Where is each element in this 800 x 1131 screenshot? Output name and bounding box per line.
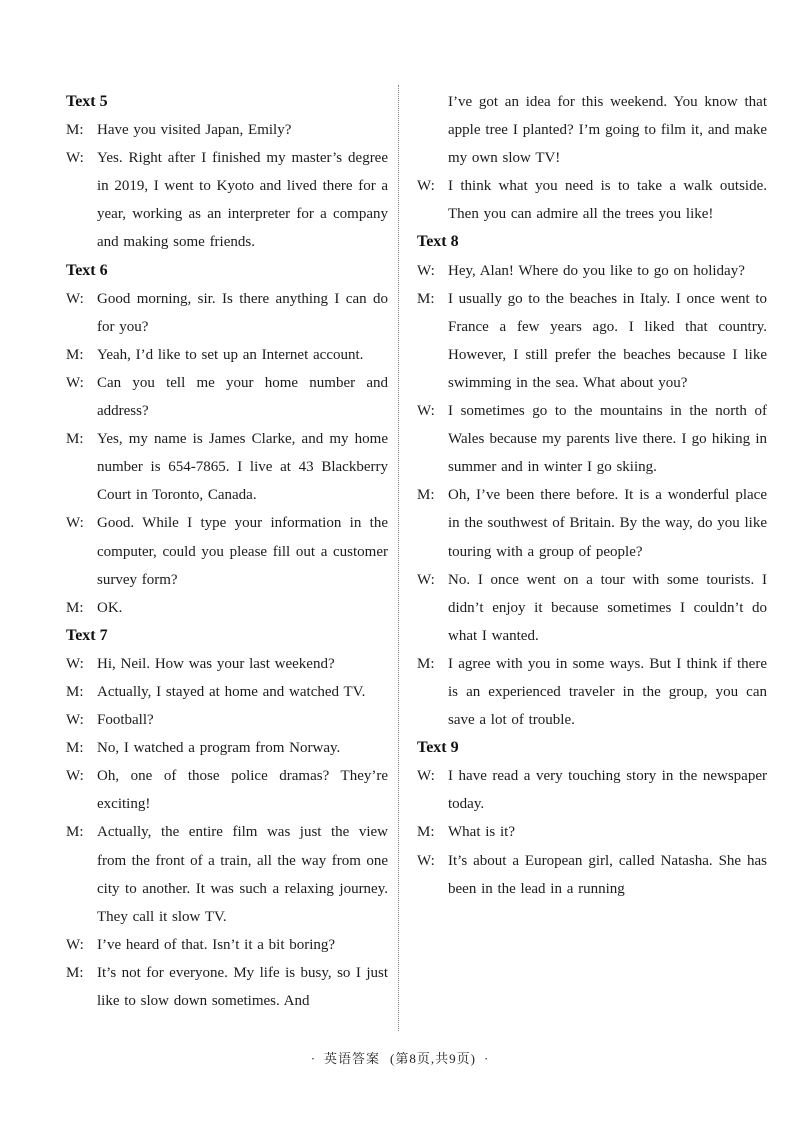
dialogue-paragraph	[417, 566, 767, 650]
footer-dot-right: ·	[483, 1051, 490, 1066]
dialogue-text: OK.	[97, 599, 123, 616]
dialogue-text: No. I once went on a tour with some tourists. I didn’t enjoy it because sometimes I couldn’t do what I wanted.	[448, 571, 767, 644]
section-heading: Text 5	[66, 93, 108, 110]
dialogue-paragraph	[417, 172, 767, 228]
dialogue-text: It’s not for everyone. My life is busy, so I just like to slow down sometimes. And	[97, 964, 388, 1009]
section-heading: Text 9	[417, 739, 459, 757]
speaker-label: M:	[417, 487, 435, 504]
dialogue-paragraph	[66, 678, 388, 706]
speaker-label: M:	[66, 599, 84, 616]
dialogue-paragraph	[417, 762, 767, 818]
dialogue-text: No, I watched a program from Norway.	[97, 740, 341, 757]
dialogue-text: Good. While I type your information in the computer, could you please fill out a customer survey form?	[97, 515, 388, 588]
dialogue-text: Actually, I stayed at home and watched TV.	[97, 683, 366, 700]
speaker-label: M:	[66, 122, 84, 139]
speaker-label: W:	[417, 262, 435, 279]
footer-page-info: (第8页,共9页)	[390, 1051, 476, 1066]
right-column	[417, 88, 767, 903]
dialogue-text: It’s about a European girl, called Natasha. She has been in the lead in a running	[448, 852, 767, 897]
dialogue-text: Oh, I’ve been there before. It is a wonderful place in the southwest of Britain. By the way, do you like touring with a group of people?	[448, 487, 767, 560]
dialogue-text: Oh, one of those police dramas? They’re exciting!	[97, 768, 388, 813]
speaker-label: M:	[66, 346, 84, 363]
page-footer	[0, 1048, 800, 1067]
column-divider	[398, 85, 399, 1031]
speaker-label: W:	[66, 712, 84, 729]
dialogue-paragraph	[66, 116, 388, 144]
speaker-label: W:	[66, 936, 84, 953]
dialogue-text: Yes, my name is James Clarke, and my home number is 654-7865. I live at 43 Blackberry Court in Toronto, Canada.	[97, 431, 388, 504]
dialogue-text: Good morning, sir. Is there anything I can do for you?	[97, 290, 388, 335]
speaker-label: W:	[417, 768, 435, 785]
dialogue-paragraph	[66, 144, 388, 256]
dialogue-paragraph	[66, 734, 388, 762]
dialogue-text: Football?	[97, 712, 154, 729]
footer-subject-label: 英语答案	[324, 1051, 381, 1066]
dialogue-text: I’ve heard of that. Isn’t it a bit boring?	[97, 936, 336, 953]
dialogue-paragraph	[417, 818, 767, 846]
dialogue-text: Hi, Neil. How was your last weekend?	[97, 655, 335, 672]
speaker-label: M:	[66, 824, 84, 841]
speaker-label: M:	[66, 964, 84, 981]
dialogue-paragraph	[66, 818, 388, 930]
section-heading: Text 6	[66, 261, 108, 279]
speaker-label: W:	[66, 655, 84, 672]
speaker-label: W:	[66, 150, 84, 167]
dialogue-paragraph	[66, 706, 388, 734]
speaker-label: M:	[66, 683, 84, 700]
dialogue-text: I sometimes go to the mountains in the north of Wales because my parents live there. I go hiking in summer and in winter I go skiing.	[448, 403, 767, 476]
dialogue-paragraph	[66, 425, 388, 509]
dialogue-paragraph	[417, 257, 767, 285]
speaker-label: W:	[66, 515, 84, 532]
dialogue-paragraph	[417, 481, 767, 565]
dialogue-text: Yeah, I’d like to set up an Internet account.	[97, 346, 364, 363]
dialogue-paragraph	[66, 369, 388, 425]
dialogue-text: I usually go to the beaches in Italy. I once went to France a few years ago. I liked that country. However, I still prefer the beaches because I like swimming in the sea. What about you?	[448, 290, 767, 391]
dialogue-paragraph	[417, 847, 767, 903]
dialogue-continuation	[417, 88, 767, 172]
dialogue-paragraph	[66, 509, 388, 593]
dialogue-paragraph	[66, 959, 388, 1015]
speaker-label: W:	[417, 852, 435, 869]
left-column	[66, 88, 388, 1015]
speaker-label: M:	[66, 431, 84, 448]
section-heading: Text 7	[66, 626, 108, 644]
dialogue-paragraph	[66, 594, 388, 622]
speaker-label: M:	[417, 655, 435, 672]
speaker-label: M:	[66, 740, 84, 757]
dialogue-paragraph	[66, 341, 388, 369]
dialogue-text: I have read a very touching story in the newspaper today.	[448, 768, 767, 813]
speaker-label: M:	[417, 824, 435, 841]
dialogue-text: Yes. Right after I finished my master’s degree in 2019, I went to Kyoto and lived there for a year, working as an interpreter for a company and making some friends.	[97, 150, 388, 251]
speaker-label: W:	[66, 290, 84, 307]
dialogue-text: Hey, Alan! Where do you like to go on holiday?	[448, 262, 745, 279]
dialogue-text: I’ve got an idea for this weekend. You know that apple tree I planted? I’m going to film it, and make my own slow TV!	[448, 94, 767, 167]
speaker-label: M:	[417, 290, 435, 307]
dialogue-text: Have you visited Japan, Emily?	[97, 122, 292, 139]
section-heading: Text 8	[417, 233, 459, 251]
speaker-label: W:	[66, 768, 84, 785]
dialogue-text: I think what you need is to take a walk outside. Then you can admire all the trees you like!	[448, 178, 767, 223]
dialogue-text: Actually, the entire film was just the view from the front of a train, all the way from one city to another. It was such a relaxing journey. They call it slow TV.	[97, 824, 388, 925]
dialogue-paragraph	[66, 285, 388, 341]
footer-dot-left: ·	[310, 1051, 317, 1066]
dialogue-paragraph	[66, 650, 388, 678]
speaker-label: W:	[417, 403, 435, 420]
dialogue-paragraph	[66, 762, 388, 818]
dialogue-paragraph	[417, 285, 767, 397]
dialogue-paragraph	[417, 397, 767, 481]
speaker-label: W:	[417, 178, 435, 195]
dialogue-text: I agree with you in some ways. But I think if there is an experienced traveler in the group, you can save a lot of trouble.	[448, 655, 767, 729]
speaker-label: W:	[66, 374, 84, 391]
speaker-label: W:	[417, 571, 435, 588]
dialogue-text: What is it?	[448, 824, 515, 841]
dialogue-paragraph	[66, 931, 388, 959]
dialogue-text: Can you tell me your home number and address?	[97, 374, 388, 420]
dialogue-paragraph	[417, 650, 767, 734]
